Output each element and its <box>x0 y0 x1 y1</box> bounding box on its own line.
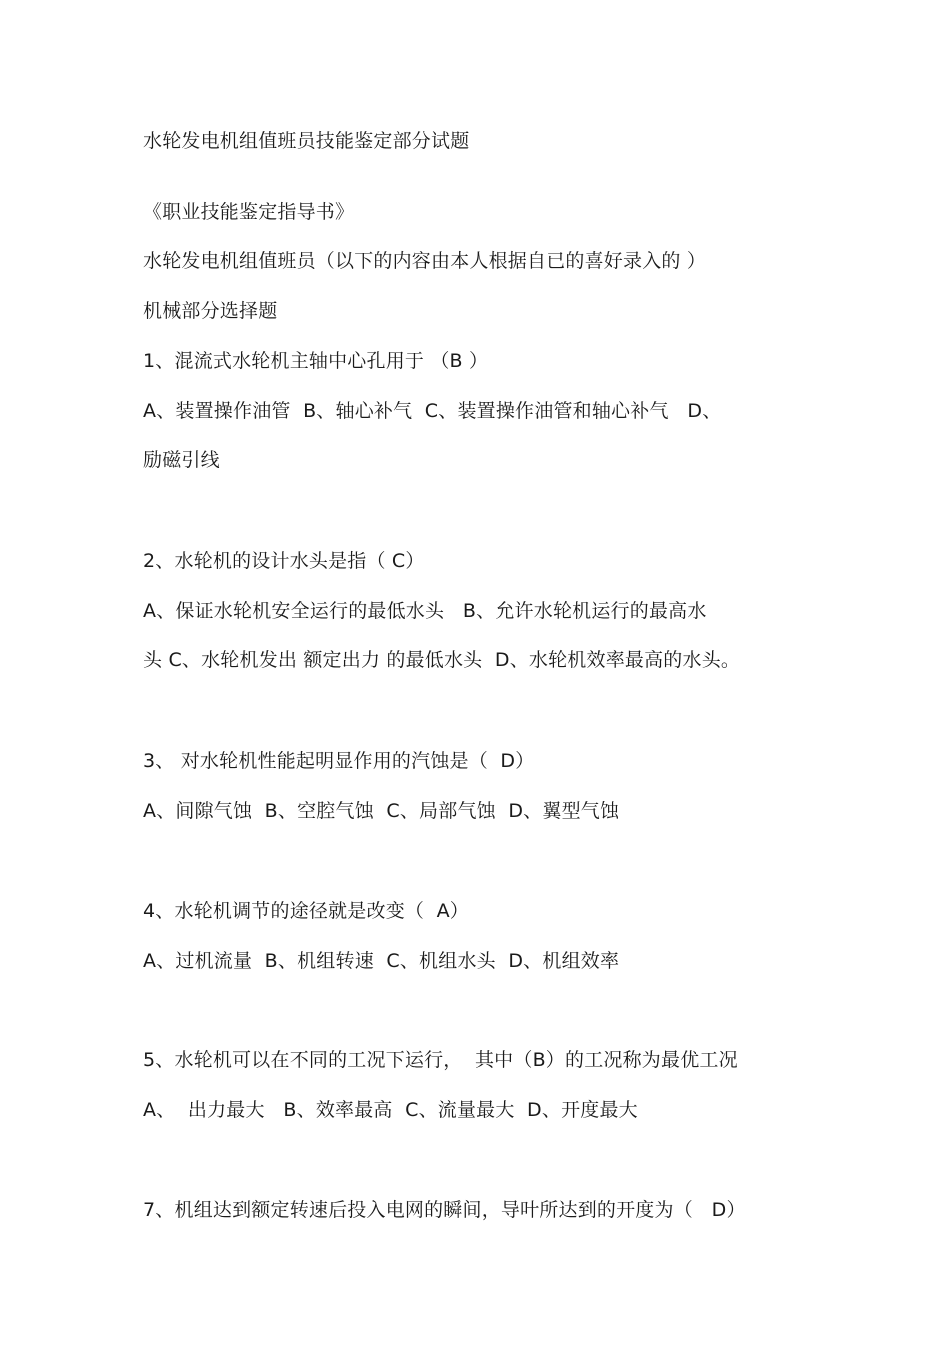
section-heading: 机械部分选择题 <box>143 300 278 322</box>
document-source: 《职业技能鉴定指导书》 <box>143 201 355 223</box>
question-3-stem: 3、 对水轮机性能起明显作用的汽蚀是（ D） <box>143 750 535 772</box>
question-5-options: A、 出力最大 B、效率最高 C、流量最大 D、开度最大 <box>143 1099 638 1121</box>
question-3-options: A、间隙气蚀 B、空腔气蚀 C、局部气蚀 D、翼型气蚀 <box>143 800 620 822</box>
question-5-stem: 5、水轮机可以在不同的工况下运行， 其中（B）的工况称为最优工况 <box>143 1049 738 1071</box>
question-4-stem: 4、水轮机调节的途径就是改变（ A） <box>143 900 469 922</box>
question-4-options: A、过机流量 B、机组转速 C、机组水头 D、机组效率 <box>143 950 620 972</box>
question-2-stem: 2、水轮机的设计水头是指（ C） <box>143 550 425 572</box>
document-note: 水轮发电机组值班员（以下的内容由本人根据自已的喜好录入的 ） <box>143 250 707 272</box>
question-2-options-continued: 头 C、水轮机发出 额定出力 的最低水头 D、水轮机效率最高的水头。 <box>143 649 741 671</box>
question-7-stem: 7、机组达到额定转速后投入电网的瞬间，导叶所达到的开度为（ D） <box>143 1199 746 1221</box>
document-title: 水轮发电机组值班员技能鉴定部分试题 <box>143 130 470 152</box>
question-1-options: A、装置操作油管 B、轴心补气 C、装置操作油管和轴心补气 D、 <box>143 400 722 422</box>
question-1-options-continued: 励磁引线 <box>143 449 220 471</box>
question-2-options: A、保证水轮机安全运行的最低水头 B、允许水轮机运行的最高水 <box>143 600 707 622</box>
question-1-stem: 1、混流式水轮机主轴中心孔用于 （B ） <box>143 350 489 372</box>
